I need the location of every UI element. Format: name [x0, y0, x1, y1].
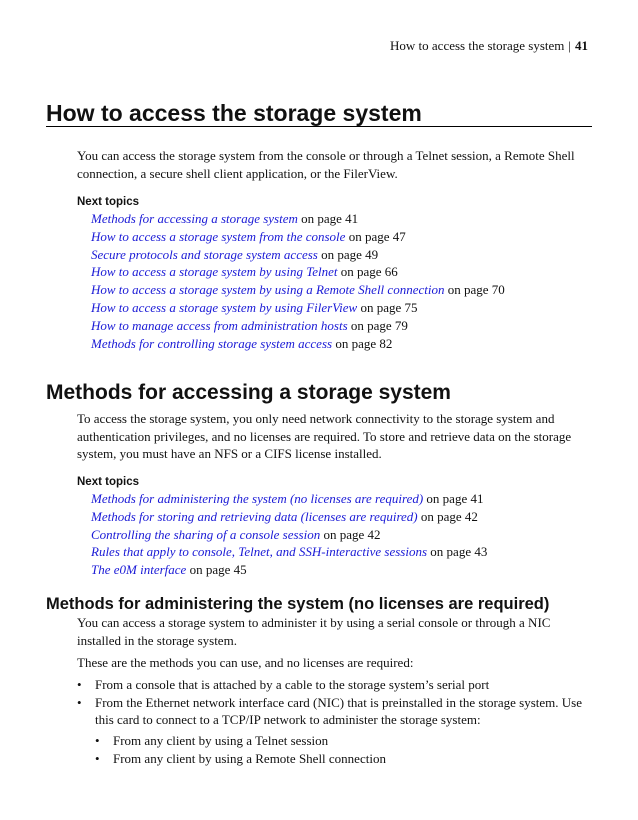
topic-page-ref: on page 45 — [189, 562, 247, 578]
topic-item — [91, 246, 505, 264]
topic-item — [91, 210, 505, 228]
topic-page-ref: on page 70 — [447, 282, 505, 298]
topic-page-ref: on page 49 — [321, 246, 379, 262]
topic-link[interactable]: Secure protocols and storage system access — [91, 246, 318, 262]
next-topics-label: Next topics — [77, 196, 139, 208]
topic-page-ref: on page 66 — [340, 264, 398, 280]
topic-item — [91, 335, 505, 353]
topic-item — [91, 543, 487, 561]
chapter-title: How to access the storage system — [46, 100, 592, 127]
bullet-text: From any client by using a Telnet session — [113, 733, 329, 748]
topic-page-ref: on page 75 — [360, 299, 418, 315]
topic-item — [91, 228, 505, 246]
topic-page-ref: on page 42 — [420, 508, 478, 524]
topic-item — [91, 490, 487, 508]
subsection-paragraph: These are the methods you can use, and no licenses are required: — [77, 655, 414, 670]
subsection-title: Methods for administering the system (no licenses are required) — [46, 595, 550, 613]
topic-link[interactable]: How to access a storage system by using Telnet — [91, 264, 338, 280]
topic-link[interactable]: Methods for administering the system (no licenses are required) — [91, 491, 424, 506]
bullet-item — [77, 676, 597, 694]
bullet-text: From any client by using a Remote Shell connection — [113, 750, 386, 766]
topic-link[interactable]: Rules that apply to console, Telnet, and SSH-interactive sessions — [91, 544, 428, 560]
method-sub-bullet-list — [95, 732, 595, 767]
bullet-symbol: • — [77, 677, 82, 692]
running-header-separator: | — [568, 38, 571, 53]
topic-link[interactable]: How to manage access from administration hosts — [91, 317, 348, 333]
topic-link[interactable]: Methods for storing and retrieving data (licenses are required) — [91, 508, 418, 524]
section-topic-list — [91, 490, 487, 579]
bullet-item — [77, 694, 597, 729]
bullet-symbol: • — [77, 694, 82, 710]
bullet-symbol: • — [95, 750, 100, 766]
bullet-item — [95, 750, 595, 768]
bullet-item — [95, 732, 595, 750]
bullet-symbol: • — [95, 733, 100, 748]
topic-link[interactable]: Methods for controlling storage system access — [91, 335, 333, 351]
section-intro: To access the storage system, you only need network connectivity to the storage system and authentication privileges, and no licenses are required. To store and retrieve data on the storage system, you must have an NFS or a CIFS license installed. — [77, 411, 572, 461]
bullet-text: From the Ethernet network interface card (NIC) that is preinstalled in the storage system. Use this card to connect to a TCP/IP network to administer the storage system: — [95, 694, 582, 727]
topic-page-ref: on page 41 — [426, 491, 484, 506]
running-header-title: How to access the storage system — [390, 38, 565, 53]
topic-link[interactable]: The e0M interface — [91, 562, 187, 578]
next-topics-label: Next topics — [77, 476, 139, 488]
page-number: 41 — [575, 38, 588, 53]
section-title: Methods for accessing a storage system — [46, 381, 451, 404]
topic-page-ref: on page 41 — [301, 211, 359, 226]
topic-link[interactable]: Controlling the sharing of a console session — [91, 526, 321, 542]
topic-link[interactable]: How to access a storage system by using FilerView — [91, 299, 358, 315]
topic-link[interactable]: Methods for accessing a storage system — [91, 211, 298, 226]
subsection-paragraph: You can access a storage system to administer it by using a serial console or through a NIC installed in the storage system. — [77, 615, 551, 648]
topic-item — [91, 263, 505, 281]
topic-item — [91, 561, 487, 579]
topic-item — [91, 526, 487, 544]
running-header — [390, 38, 588, 54]
topic-link[interactable]: How to access a storage system from the console — [91, 228, 346, 244]
topic-page-ref: on page 43 — [430, 544, 488, 560]
topic-page-ref: on page 82 — [335, 335, 393, 351]
topic-page-ref: on page 42 — [323, 526, 381, 542]
topic-link[interactable]: How to access a storage system by using a Remote Shell connection — [91, 282, 445, 298]
topic-page-ref: on page 79 — [350, 317, 408, 333]
chapter-topic-list — [91, 210, 505, 352]
method-bullet-list — [77, 676, 597, 729]
bullet-text: From a console that is attached by a cable to the storage system’s serial port — [95, 677, 490, 692]
topic-page-ref: on page 47 — [348, 228, 406, 244]
chapter-intro: You can access the storage system from the console or through a Telnet session, a Remote Shell connection, a secure shell client application, or the FilerView. — [77, 148, 575, 181]
topic-item — [91, 508, 487, 526]
topic-item — [91, 281, 505, 299]
topic-item — [91, 317, 505, 335]
topic-item — [91, 299, 505, 317]
